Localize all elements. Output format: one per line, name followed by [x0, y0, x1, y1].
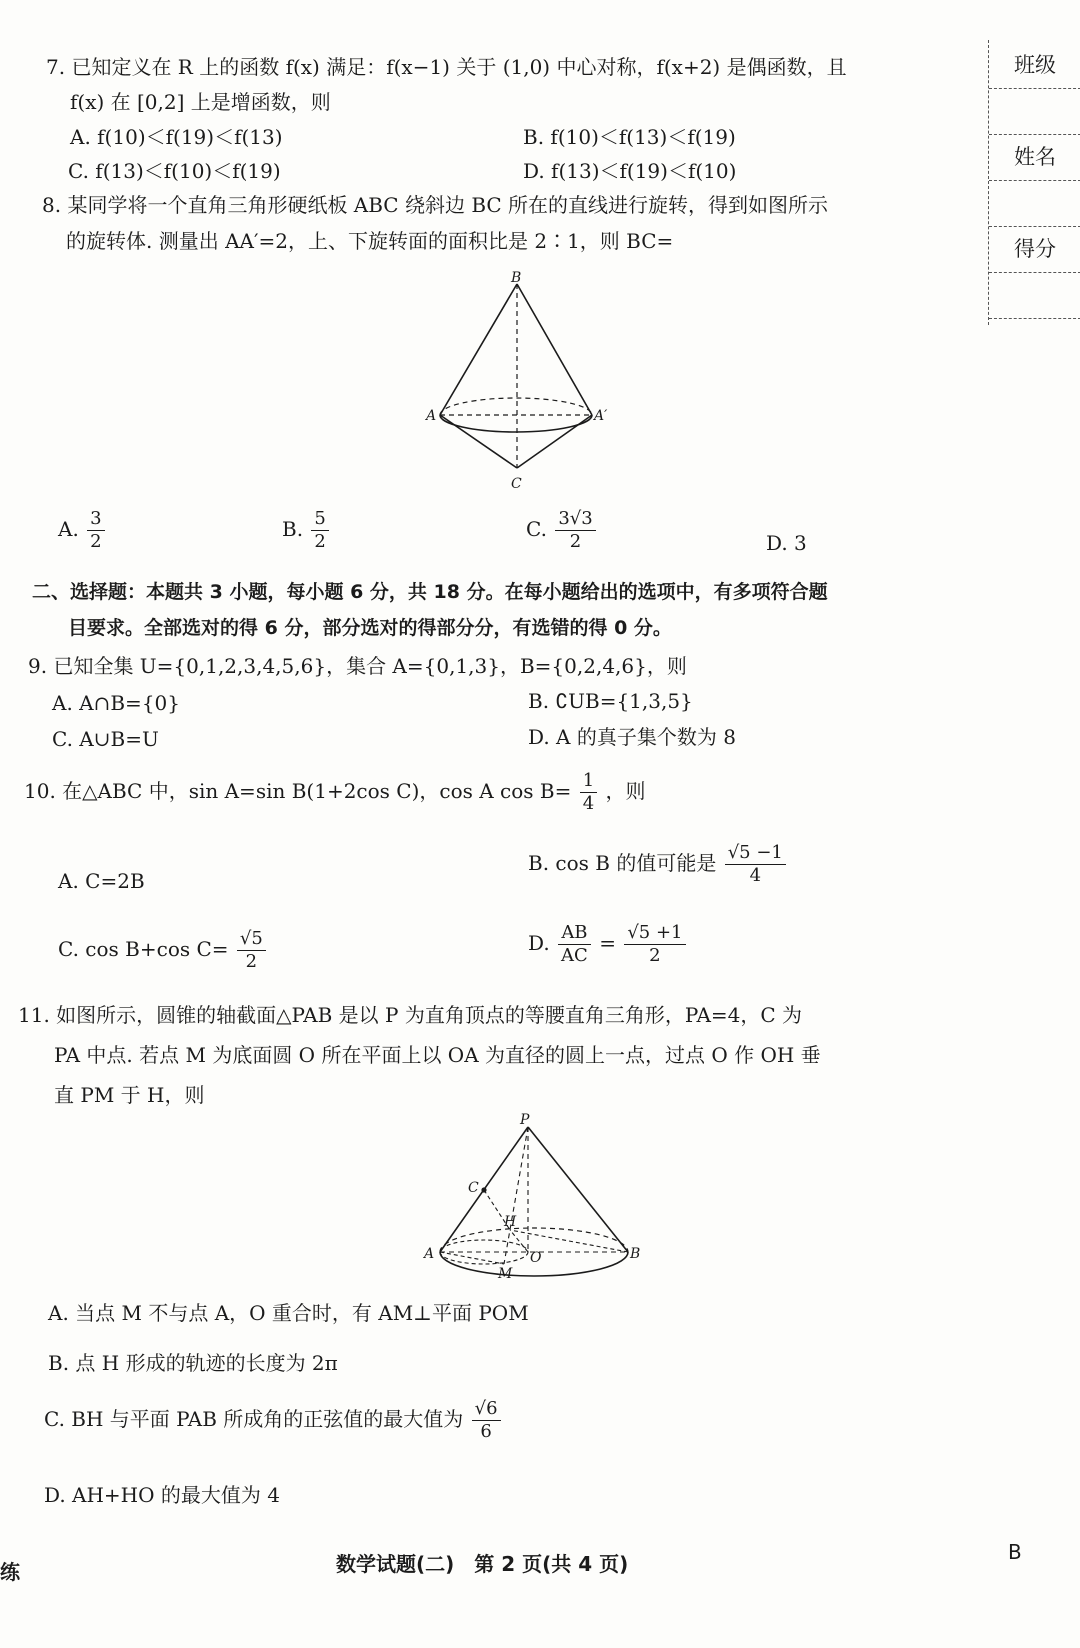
q7-stem-line1: 7. 已知定义在 R 上的函数 f(x) 满足：f(x−1) 关于 (1,0) 中心对称，f(x+2) 是偶函数，且: [46, 55, 847, 79]
q8-option-b-prefix: B.: [282, 517, 304, 541]
q11-stem-line1: 11. 如图所示，圆锥的轴截面△PAB 是以 P 为直角顶点的等腰直角三角形，PA=4，C 为: [18, 1003, 803, 1027]
q10-stem: [24, 770, 646, 815]
line-ba: [440, 284, 517, 415]
label-a: A: [426, 408, 437, 424]
q10-option-c: [58, 928, 268, 973]
section-2-heading-line1: 二、选择题：本题共 3 小题，每小题 6 分，共 18 分。在每小题给出的选项中，有多项符合题: [32, 581, 828, 603]
q7-option-c: C. f(13)＜f(10)＜f(19): [68, 159, 281, 183]
q11-stem-line2: PA 中点. 若点 M 为底面圆 O 所在平面上以 OA 为直径的圆上一点，过点 O 作 OH 垂: [54, 1043, 821, 1067]
label-o: O: [530, 1250, 542, 1266]
q10-option-b: [528, 842, 788, 887]
label-c: C: [468, 1180, 479, 1196]
q11-cone-figure: [418, 1112, 648, 1287]
q8-option-a-fraction: $\frac{3}{2}$: [87, 508, 104, 553]
q8-option-d: D. 3: [766, 531, 807, 555]
ellipse-front: [440, 415, 592, 432]
label-a: A: [424, 1246, 435, 1262]
q8-option-c-fraction: $\frac{3√3}{2}$: [555, 508, 595, 553]
q10-option-c-fraction: $\frac{√5}{2}$: [237, 928, 266, 973]
q11-option-c-text: C. BH 与平面 PAB 所成角的正弦值的最大值为: [44, 1407, 464, 1431]
q10-option-c-text: C. cos B+cos C=: [58, 937, 229, 961]
line-pm: [504, 1127, 528, 1264]
q9-stem: 9. 已知全集 U={0,1,2,3,4,5,6}，集合 A={0,1,3}，B={0,2,4,6}，则: [28, 654, 687, 678]
q9-option-c: C. A∪B=U: [52, 727, 159, 751]
q11-option-a: A. 当点 M 不与点 A，O 重合时，有 AM⊥平面 POM: [48, 1301, 529, 1325]
q7-option-d: D. f(13)＜f(19)＜f(10): [523, 159, 737, 183]
q8-rotation-figure: [420, 270, 620, 500]
score-blank[interactable]: [989, 272, 1080, 319]
label-p: P: [520, 1112, 530, 1128]
ellipse-back: [440, 398, 592, 415]
q10-option-d: [528, 922, 688, 967]
label-b: B: [511, 270, 522, 286]
line-pb: [528, 1127, 628, 1252]
q11-option-b: B. 点 H 形成的轨迹的长度为 2π: [48, 1351, 338, 1375]
q8-option-a: [58, 508, 107, 553]
line-ca2: [517, 415, 592, 468]
label-h: H: [504, 1214, 517, 1230]
footer-version-mark: B: [1008, 1540, 1022, 1564]
q7-stem-line2: f(x) 在 [0,2] 上是增函数，则: [70, 90, 331, 114]
footer-page-info: 数学试题(二) 第 2 页(共 4 页): [336, 1552, 629, 1576]
q8-stem-line1: 8. 某同学将一个直角三角形硬纸板 ABC 绕斜边 BC 所在的直线进行旋转，得到如图所示: [42, 193, 829, 217]
q11-option-c-fraction: $\frac{√6}{6}$: [472, 1398, 501, 1443]
q8-option-a-prefix: A.: [58, 517, 79, 541]
q8-option-b: [282, 508, 331, 553]
name-blank[interactable]: [989, 180, 1080, 227]
label-b: B: [630, 1246, 641, 1262]
q10-option-b-text: B. cos B 的值可能是: [528, 851, 717, 875]
q11-option-c: [44, 1398, 503, 1443]
q9-option-a: A. A∩B={0}: [52, 691, 180, 715]
class-blank[interactable]: [989, 88, 1080, 135]
q10-option-d-prefix: D.: [528, 931, 550, 955]
q9-option-d: D. A 的真子集个数为 8: [528, 725, 736, 749]
q10-option-d-left-fraction: $\frac{AB}{AC}$: [558, 922, 591, 967]
score-label: 得分: [989, 226, 1080, 273]
label-c: C: [511, 476, 522, 492]
q11-option-d: D. AH+HO 的最大值为 4: [44, 1483, 280, 1507]
q10-option-a: A. C=2B: [58, 869, 145, 893]
q8-option-c-prefix: C.: [526, 517, 547, 541]
q10-stem-fraction: $\frac{1}{4}$: [580, 770, 597, 815]
class-label: 班级: [989, 42, 1080, 89]
q8-stem-line2: 的旋转体. 测量出 AA′=2，上、下旋转面的面积比是 2∶1，则 BC=: [66, 229, 674, 253]
base-ellipse-back: [440, 1228, 628, 1252]
q7-option-b: B. f(10)＜f(13)＜f(19): [523, 125, 736, 149]
sidebar-info-box: [988, 40, 1080, 325]
section-2-heading-line2: 目要求。全部选对的得 6 分，部分选对的得部分分，有选错的得 0 分。: [68, 617, 672, 639]
line-oh: [510, 1230, 528, 1252]
point-c: [481, 1187, 486, 1192]
label-m: M: [498, 1266, 513, 1282]
q11-stem-line3: 直 PM 于 H，则: [54, 1083, 205, 1107]
name-label: 姓名: [989, 134, 1080, 181]
q9-option-b: B. ∁UB={1,3,5}: [528, 689, 693, 713]
q10-option-d-right-fraction: $\frac{√5 +1}{2}$: [624, 922, 685, 967]
q10-option-b-fraction: $\frac{√5 -1}{4}$: [725, 842, 786, 887]
q10-stem-text: 10. 在△ABC 中，sin A=sin B(1+2cos C)，cos A cos B=: [24, 779, 572, 803]
q8-option-c: [526, 508, 598, 553]
q8-option-b-fraction: $\frac{5}{2}$: [311, 508, 328, 553]
line-ca: [440, 415, 517, 468]
footer-left-mark: 练: [0, 1560, 20, 1584]
q10-stem-suffix: ，则: [605, 779, 646, 803]
label-a-prime: A′: [594, 408, 608, 424]
q10-option-d-equals: =: [599, 931, 616, 955]
q7-option-a: A. f(10)＜f(19)＜f(13): [70, 125, 283, 149]
line-ba2: [517, 284, 592, 415]
